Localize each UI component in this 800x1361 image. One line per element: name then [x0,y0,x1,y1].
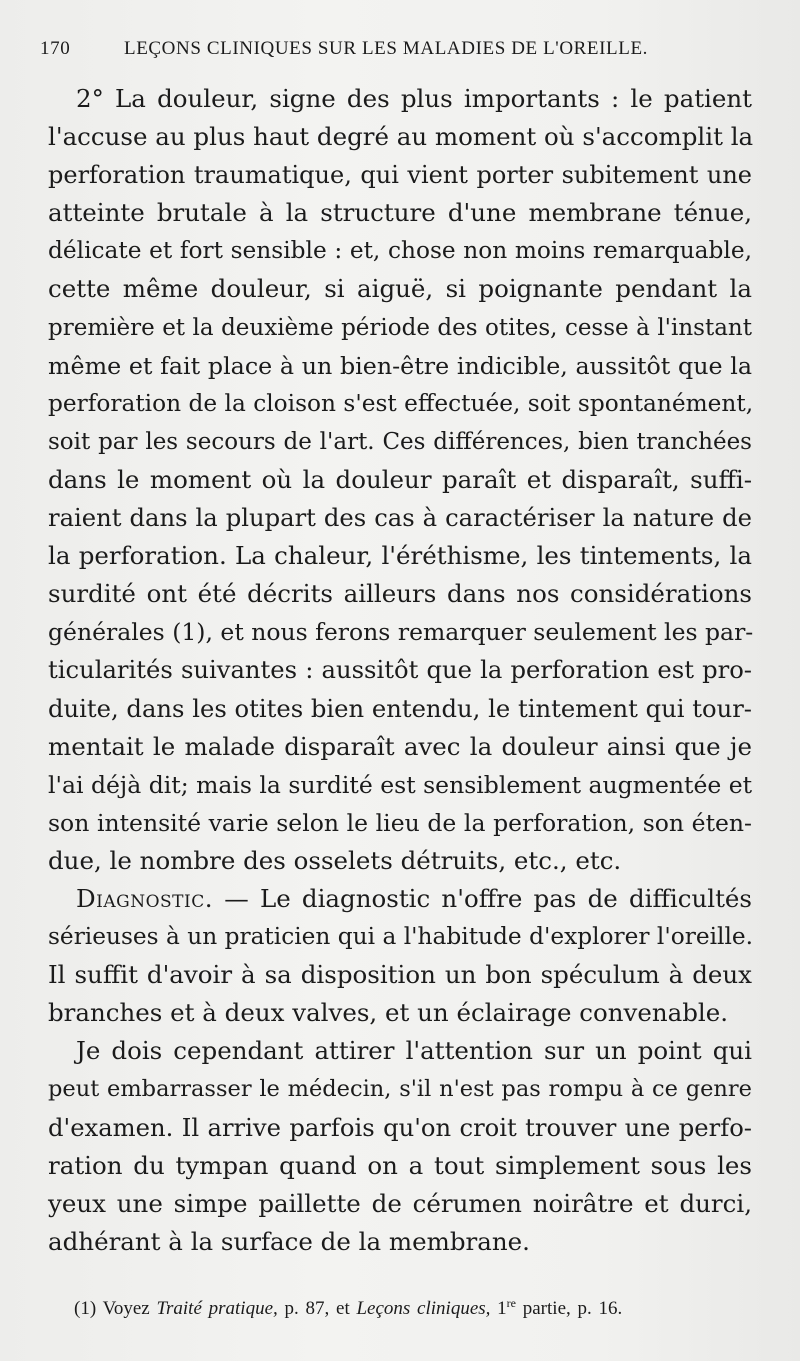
footnote-marker: (1) [74,1298,97,1319]
text-line: Je dois cependant attirer l'attention sur un point qui [76,1036,752,1066]
text-line: surdité ont été décrits ailleurs dans nos considérations [48,579,752,609]
footnote-ref-traite: Traité pratique, [156,1298,278,1319]
text-line: adhérant à la surface de la membrane. [48,1226,530,1256]
text-line: cette même douleur, si aiguë, si poignante pendant la [48,274,752,304]
text-line: dans le moment où la douleur paraît et disparaît, suffi- [48,464,752,494]
diagnostic-heading: Diagnostic. [76,883,214,913]
text-line: même et fait place à un bien-être indicible, aussitôt que la [48,351,752,380]
text-line: délicate et fort sensible : et, chose non moins remarquable, [48,237,752,265]
footnote-voyez: Voyez [102,1298,150,1319]
footnote-part-rest: partie, p. 16. [522,1298,623,1319]
text-line: l'ai déjà dit; mais la surdité est sensiblement augmentée et [48,770,753,799]
text-line: sérieuses à un praticien qui a l'habitude d'explorer l'oreille. [48,923,754,951]
text-line: perforation traumatique, qui vient porter subitement une [48,161,752,190]
text-line: ticularités suivantes : aussitôt que la perforation est pro- [48,655,752,685]
page-number: 170 [40,38,71,59]
text-line: raient dans la plupart des cas à caractériser la nature de [48,503,752,533]
text-line: atteinte brutale à la structure d'une membrane ténue, [48,198,752,228]
text-line: d'examen. Il arrive parfois qu'on croit trouver une perfo- [48,1112,752,1142]
text-line: peut embarrasser le médecin, s'il n'est pas rompu à ce genre [48,1076,752,1103]
running-title: LEÇONS CLINIQUES SUR LES MALADIES DE L'OREILLE. [124,38,649,59]
footnote-part-number: 1 [497,1298,507,1319]
text-line: Il suffit d'avoir à sa disposition un bon spéculum à deux [48,960,752,990]
text-line: due, le nombre des osselets détruits, etc., etc. [48,845,622,875]
text-line: ration du tympan quand on a tout simplement sous les [48,1150,752,1180]
footnote-part-sup: re [506,1296,516,1310]
text-line: l'accuse au plus haut degré au moment où s'accomplit la [48,122,754,152]
footnote [74,1296,754,1320]
text-line: première et la deuxième période des otites, cesse à l'instant [48,314,752,341]
text-line: yeux une simpe paillette de cérumen noirâtre et durci, [48,1188,752,1218]
text-line: son intensité varie selon le lieu de la perforation, son éten- [48,808,752,837]
main-text [48,80,752,1261]
text-line: duite, dans les otites bien entendu, le tintement qui tour- [48,693,752,723]
text-line: branches et à deux valves, et un éclairage convenable. [48,998,729,1028]
text-line: soit par les secours de l'art. Ces différences, bien tranchées [48,428,752,455]
diagnostic-line-text: — Le diagnostic n'offre pas de difficultés [213,883,752,913]
text-line: mentait le malade disparaît avec la douleur ainsi que je [48,731,752,761]
text-line: perforation de la cloison s'est effectuée, soit spontanément, [48,389,754,417]
footnote-page: p. 87, et [284,1298,350,1319]
text-line: 2° La douleur, signe des plus importants : le patient [76,84,752,113]
text-line: générales (1), et nous ferons remarquer seulement les par- [48,618,754,647]
footnote-ref-lecons: Leçons cliniques, [356,1298,491,1319]
text-line: la perforation. La chaleur, l'éréthisme, les tintements, la [48,541,752,571]
diagnostic-line [48,880,752,918]
